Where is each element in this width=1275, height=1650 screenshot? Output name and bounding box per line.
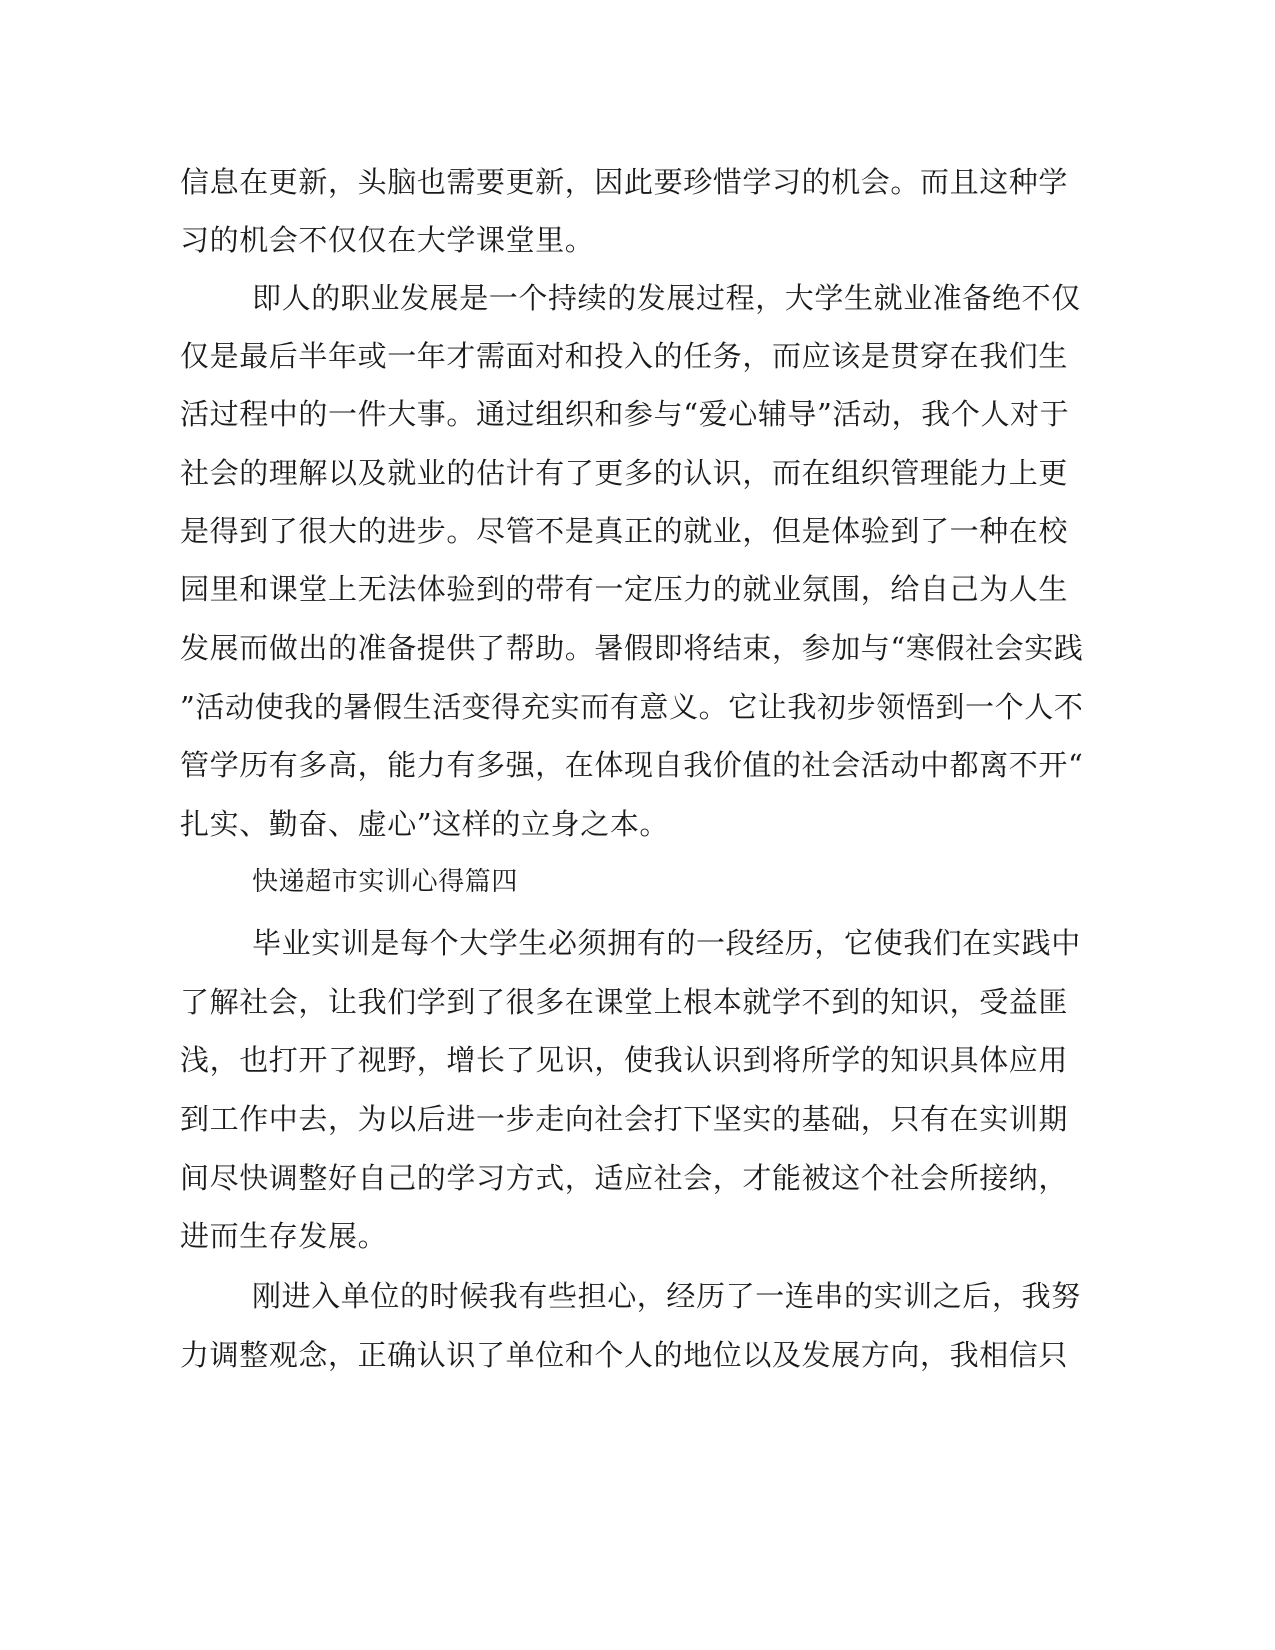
text-line-14: 毕业实训是每个大学生必须拥有的一段经历，它使我们在实践中: [252, 926, 1081, 960]
text-line-17: 到工作中去，为以后进一步走向社会打下坚实的基础，只有在实训期: [180, 1102, 1069, 1136]
text-line-8: 园里和课堂上无法体验到的带有一定压力的就业氛围，给自己为人生: [180, 572, 1069, 606]
text-line-16: 浅，也打开了视野，增长了见识，使我认识到将所学的知识具体应用: [180, 1043, 1069, 1077]
text-line-15: 了解社会，让我们学到了很多在课堂上根本就学不到的知识，受益匪: [180, 985, 1069, 1019]
section-heading: 快递超市实训心得篇四: [252, 867, 519, 897]
text-line-10: ”活动使我的暑假生活变得充实而有意义。它让我初步领悟到一个人不: [180, 690, 1084, 724]
text-line-18: 间尽快调整好自己的学习方式，适应社会，才能被这个社会所接纳，: [180, 1161, 1069, 1195]
text-line-12: 扎实、勤奋、虚心”这样的立身之本。: [180, 807, 670, 841]
text-line-5: 活过程中的一件大事。通过组织和参与“爱心辅导”活动，我个人对于: [180, 397, 1070, 431]
text-line-11: 管学历有多高，能力有多强，在体现自我价值的社会活动中都离不开“: [180, 748, 1084, 782]
text-line-20: 刚进入单位的时候我有些担心，经历了一连串的实训之后，我努: [252, 1279, 1081, 1313]
text-line-1: 信息在更新，头脑也需要更新，因此要珍惜学习的机会。而且这种学: [180, 165, 1069, 199]
text-line-4: 仅是最后半年或一年才需面对和投入的任务，而应该是贯穿在我们生: [180, 339, 1069, 373]
text-line-7: 是得到了很大的进步。尽管不是真正的就业，但是体验到了一种在校: [180, 514, 1069, 548]
text-line-21: 力调整观念，正确认识了单位和个人的地位以及发展方向，我相信只: [180, 1338, 1069, 1372]
text-line-3: 即人的职业发展是一个持续的发展过程，大学生就业准备绝不仅: [252, 281, 1081, 315]
text-line-19: 进而生存发展。: [180, 1219, 388, 1253]
text-line-6: 社会的理解以及就业的估计有了更多的认识，而在组织管理能力上更: [180, 456, 1069, 490]
text-line-2: 习的机会不仅仅在大学课堂里。: [180, 223, 595, 257]
text-line-9: 发展而做出的准备提供了帮助。暑假即将结束，参加与“寒假社会实践: [180, 631, 1084, 665]
